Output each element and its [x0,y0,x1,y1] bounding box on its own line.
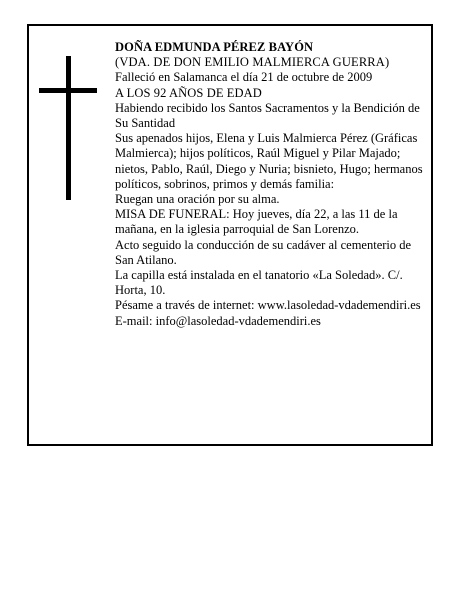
obituary-notice [27,24,433,446]
prayer-line: Ruegan una oración por su alma. [115,192,280,207]
age-line: A LOS 92 AÑOS DE EDAD [115,85,262,100]
chapel-paragraph: La capilla está instalada en el tanatorio «La Soledad». C/. Horta, 10. [115,268,403,298]
deceased-name: DOÑA EDMUNDA PÉREZ BAYÓN [115,40,314,54]
cross-horizontal-bar [39,88,97,93]
funeral-mass-paragraph: MISA DE FUNERAL: Hoy jueves, día 22, a las 11 de la mañana, en la iglesia parroquial de San Lorenzo. [115,207,398,237]
cross-icon [39,56,97,200]
notice-text [115,40,427,329]
burial-paragraph: Acto seguido la conducción de su cadáver al cementerio de San Atilano. [115,237,412,267]
condolences-paragraph: Pésame a través de internet: www.lasoledad-vdademendiri.es [115,298,421,313]
sacraments-paragraph: Habiendo recibido los Santos Sacramentos y la Bendición de Su Santidad [115,100,420,131]
widow-of-line: (VDA. DE DON EMILIO MALMIERCA GUERRA) [115,55,390,70]
email-line: E-mail: info@lasoledad-vdademendiri.es [115,313,321,328]
family-paragraph: Sus apenados hijos, Elena y Luis Malmierca Pérez (Gráficas Malmierca); hijos políticos, Raúl Miguel y Pilar Majado; nietos, Pablo, Raúl, Diego y Nuria; bisnieto, Hugo; hermanos políticos, sobrinos, primos y demás familia: [115,131,423,191]
death-line: Falleció en Salamanca el día 21 de octubre de 2009 [115,70,373,85]
cross-vertical-bar [66,56,71,200]
